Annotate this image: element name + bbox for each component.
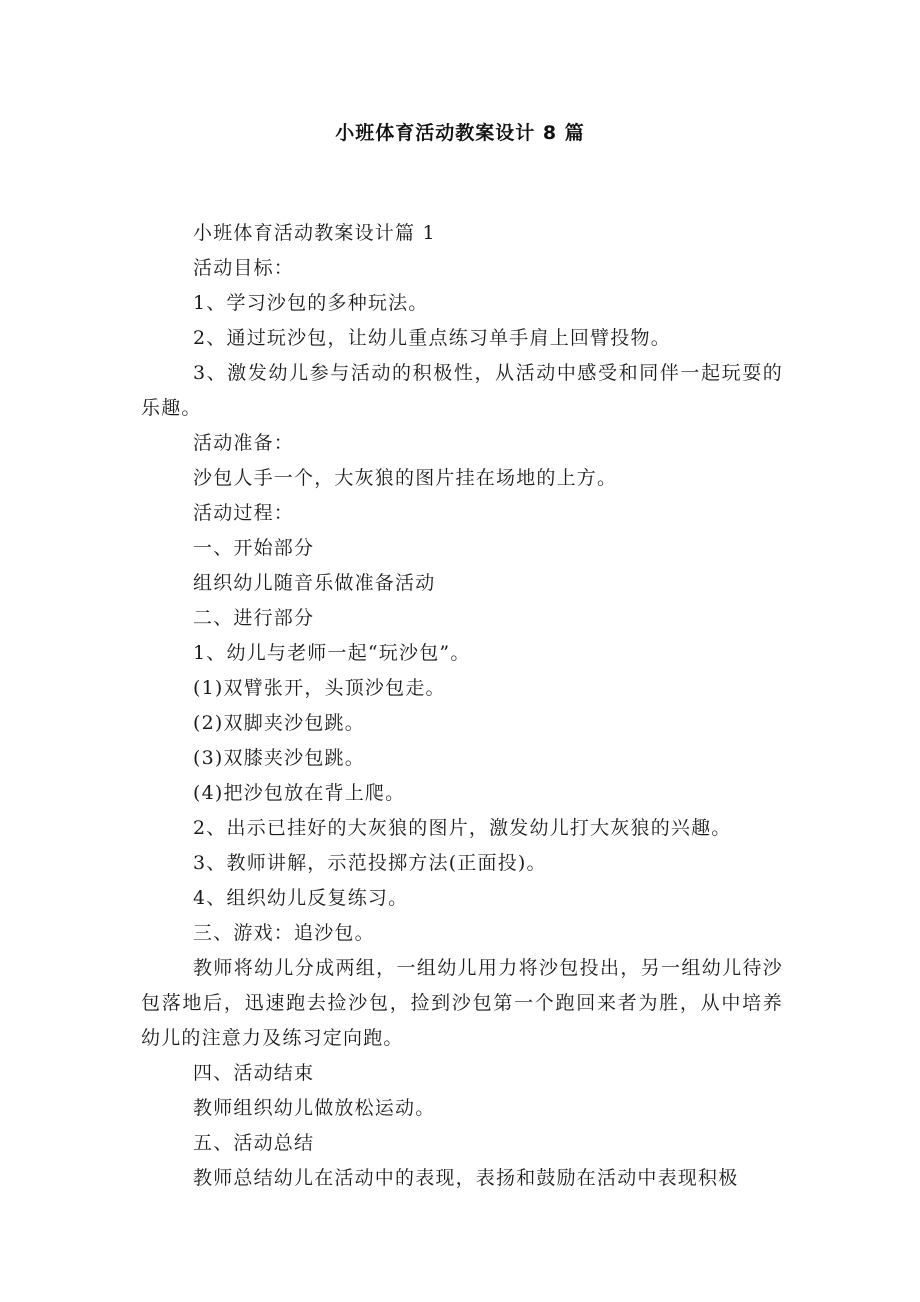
subheading-process: 活动过程： bbox=[193, 502, 295, 524]
subheading-preparation: 活动准备： bbox=[193, 432, 295, 454]
paragraph: 4、组织幼儿反复练习。 bbox=[193, 887, 409, 909]
paragraph: 3、激发幼儿参与活动的积极性，从活动中感受和同伴一起玩耍的乐趣。 bbox=[141, 362, 783, 419]
paragraph: (4)把沙包放在背上爬。 bbox=[193, 782, 406, 804]
paragraph: 沙包人手一个，大灰狼的图片挂在场地的上方。 bbox=[193, 467, 618, 489]
document-title: 小班体育活动教案设计 8 篇 bbox=[335, 122, 585, 144]
paragraph: 一、开始部分 bbox=[193, 537, 315, 559]
paragraph: 2、出示已挂好的大灰狼的图片，激发幼儿打大灰狼的兴趣。 bbox=[193, 817, 732, 839]
paragraph: 三、游戏：追沙包。 bbox=[193, 922, 375, 944]
subheading-objectives: 活动目标： bbox=[193, 257, 295, 279]
paragraph: 1、幼儿与老师一起“玩沙包”。 bbox=[193, 642, 471, 664]
document-body bbox=[141, 216, 783, 1196]
paragraph: 3、教师讲解，示范投掷方法(正面投)。 bbox=[193, 852, 547, 874]
paragraph: 组织幼儿随音乐做准备活动 bbox=[193, 572, 436, 594]
paragraph: 教师组织幼儿做放松运动。 bbox=[193, 1097, 436, 1119]
paragraph: 四、活动结束 bbox=[193, 1062, 315, 1084]
paragraph: 1、学习沙包的多种玩法。 bbox=[193, 292, 429, 314]
paragraph: 五、活动总结 bbox=[193, 1132, 315, 1154]
paragraph: 教师将幼儿分成两组，一组幼儿用力将沙包投出，另一组幼儿待沙包落地后，迅速跑去捡沙包，捡到沙包第一个跑回来者为胜，从中培养幼儿的注意力及练习定向跑。 bbox=[141, 957, 783, 1049]
section-heading: 小班体育活动教案设计篇 1 bbox=[193, 222, 436, 244]
paragraph: 教师总结幼儿在活动中的表现，表扬和鼓励在活动中表现积极 bbox=[193, 1167, 739, 1189]
paragraph: (2)双脚夹沙包跳。 bbox=[193, 712, 365, 734]
paragraph: (3)双膝夹沙包跳。 bbox=[193, 747, 365, 769]
paragraph: (1)双臂张开，头顶沙包走。 bbox=[193, 677, 446, 699]
paragraph: 2、通过玩沙包，让幼儿重点练习单手肩上回臂投物。 bbox=[193, 327, 671, 349]
paragraph: 二、进行部分 bbox=[193, 607, 315, 629]
